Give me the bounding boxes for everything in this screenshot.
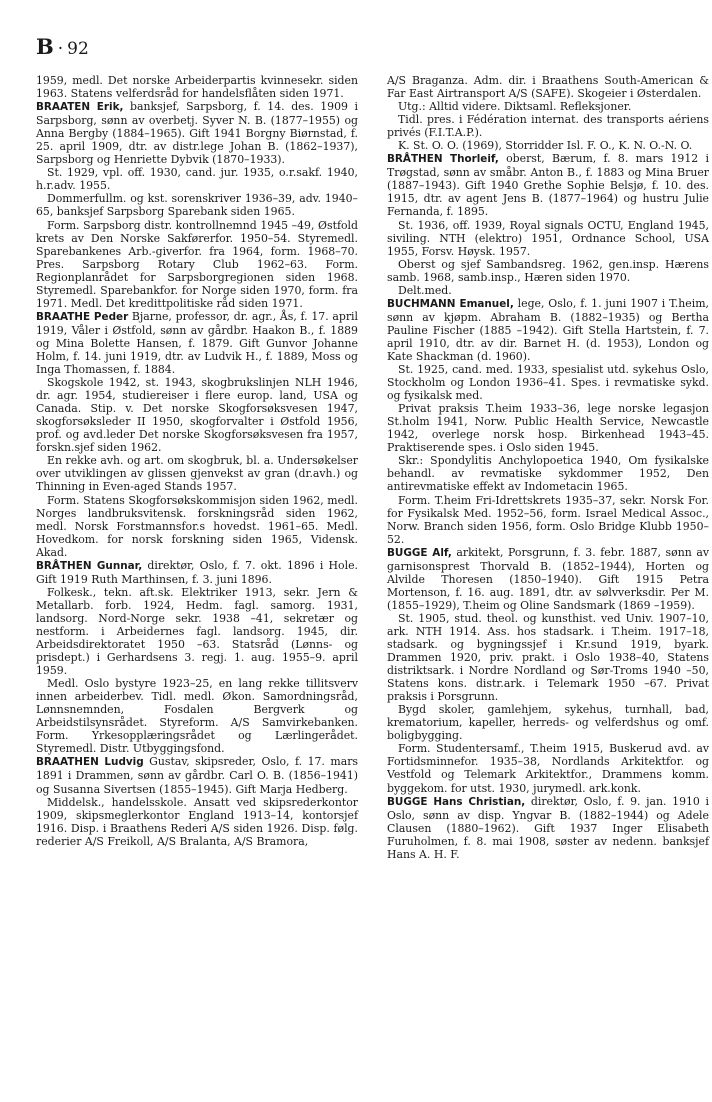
- entry-text: Bjarne, professor, dr. agr., Ås, f. 17. april 1919, Våler i Østfold, sønn av gårdbr. Haakon B., f. 1889 og Mina Bolette Hansen, f. 1879. Gift Gunvor Johanne Holm, f. 14. juni 1919, dtr. av Ludvik H., f. 1889, Moss og Inga Thomassen, f. 1884.: [36, 309, 358, 377]
- entry-text: lege, Oslo, f. 1. juni 1907 i T.heim, sønn av kjøpm. Abraham B. (1882–1935) og Bertha Pauline Fischer (1885 –1942). Gift Stella Hartstein, f. 7. april 1910, dtr. av dir. Barnet H. (d. 1953), London og Kate Shackman (d. 1960).: [387, 296, 709, 363]
- paragraph: Tidl. pres. i Fédération internat. des transports aériens privés (F.I.T.A.P.).: [387, 113, 709, 140]
- entry-text: direktør, Oslo, f. 9. jan. 1910 i Oslo, sønn av disp. Yngvar B. (1882–1944) og Adele Clausen (1880–1962). Gift 1937 Inger Elisabeth Furuholmen, f. 8. mai 1908, søster av nedenn. banksjef Hans A. H. F.: [387, 794, 709, 861]
- paragraph: Utg.: Alltid videre. Diktsaml. Refleksjoner.: [398, 100, 632, 114]
- entry-name: BRÅTHEN Gunnar,: [36, 559, 143, 572]
- paragraph: Medl. Oslo bystyre 1923–25, en lang rekke tillitsverv innen arbeiderbev. Tidl. medl. Økon. Samordningsråd, Lønnsnemnden, Fosdalen Bergverk og Arbeidstilsynsrådet. Styreform. A/S Samvirkebanken. Form. Yrkesopplæringsrådet og Lærlingerådet. Styremedl. Distr. Utbyggingsfond.: [36, 677, 358, 756]
- paragraph: Skr.: Spondylitis Anchylopoetica 1940, Om fysikalske behandl. av revmatiske sykdommer 1952, Den antirevmatiske effekt av Indometacin 1965.: [387, 454, 709, 494]
- paragraph: Form. Studentersamf., T.heim 1915, Buskerud avd. av Fortidsminnefor. 1935–38, Nordlands Arkitektfor. og Vestfold og Telemark Arkitektfor., Drammens komm. byggekom. for utst. 1930, jurymedl. ark.konk.: [387, 742, 709, 795]
- paragraph: Oberst og sjef Sambandsreg. 1962, gen.insp. Hærens samb. 1968, samb.insp., Hæren siden 1970.: [387, 257, 709, 284]
- entry-text: oberst, Bærum, f. 8. mars 1912 i Trøgstad, sønn av småbr. Anton B., f. 1883 og Mina Bruer (1887–1943). Gift 1940 Grethe Sophie Belsjø, f. 10. des. 1915, dtr. av agent Jens B. (1877–1964) og hustru Julie Fernanda, f. 1895.: [387, 152, 709, 219]
- paragraph: Middelsk., handelsskole. Ansatt ved skipsrederkontor 1909, skipsmeglerkontor England 1913–14, kontorsjef 1916. Disp. i Braathens Rederi A/S siden 1926. Disp. følg. rederier A/S Freikoll, A/S Bralanta, A/S Bramora,: [36, 795, 358, 848]
- paragraph: K. St. O. O. (1969), Storridder Isl. F. O., K. N. O.-N. O.: [398, 139, 693, 153]
- entry-name: BUCHMANN Emanuel,: [387, 297, 514, 310]
- paragraph: En rekke avh. og art. om skogbruk, bl. a. Undersøkelser over utviklingen av glissen gjenvekst av gran (dr.avh.) og Thinning in Even-aged Stands 1957.: [36, 454, 358, 494]
- entry-name: BRAATHE Peder: [36, 310, 129, 323]
- entry-text: Gustav, skipsreder, Oslo, f. 17. mars 1891 i Drammen, sønn av gårdbr. Carl O. B. (1856–1941) og Susanna Sivertsen (1855–1945). Gift Marja Hedberg.: [36, 755, 359, 796]
- header-separator: ·: [57, 39, 64, 59]
- entry-name: BRAATEN Erik,: [36, 101, 124, 114]
- left-column: [36, 74, 358, 848]
- page-number: 92: [67, 39, 89, 59]
- entry-bugge-alf: [387, 546, 709, 612]
- entry-text: banksjef, Sarpsborg, f. 14. des. 1909 i Sarpsborg, sønn av overbetj. Syver N. B. (1877–1955) og Anna Bergby (1884–1965). Gift 1941 Borgny Biørnstad, f. 25. april 1909, dtr. av distr.lege Johan B. (1862–1937), Sarpsborg og Henriette Dybvik (1870–1933).: [36, 100, 358, 167]
- entry-bugge-hans: [387, 795, 709, 861]
- right-column: [387, 74, 709, 861]
- entry-braathe-peder: [36, 310, 358, 376]
- paragraph: A/S Braganza. Adm. dir. i Braathens South-American & Far East Airtransport A/S (SAFE). Skogeier i Østerdalen.: [387, 74, 709, 101]
- entry-name: BUGGE Hans Christian,: [387, 795, 526, 808]
- entry-name: BRÅTHEN Thorleif,: [387, 153, 499, 166]
- paragraph: St. 1905, stud. theol. og kunsthist. ved Univ. 1907–10, ark. NTH 1914. Ass. hos stadsark. i T.heim. 1917–18, stadsark. og bygningssjef i Kr.sund 1919, byark. Drammen 1920, priv. prakt. i Oslo 1938–40, Statens distriktsark. i Nordre Nordland og Sør-Troms 1940 –50, Statens kons. distr.ark. i Telemark 1950 –67. Privat praksis i Porsgrunn.: [387, 611, 709, 704]
- entry-brathen-gunnar: [36, 559, 358, 586]
- paragraph: Bygd skoler, gamlehjem, sykehus, turnhall, bad, krematorium, kapeller, herreds- og velferdshus og omf. boligbygging.: [387, 703, 709, 743]
- entry-text: direktør, Oslo, f. 7. okt. 1896 i Hole. Gift 1919 Ruth Marthinsen, f. 3. juni 1896.: [36, 558, 358, 586]
- entry-buchmann-emanuel: [387, 297, 709, 363]
- paragraph: Form. Sarpsborg distr. kontrollnemnd 1945 –49, Østfold krets av Den Norske Sakførerfor. 1950–54. Styremedl. Sparebankenes Arb.-giverfor. fra 1964, form. 1968–70. Pres. Sarpsborg Rotary Club 1962–63. Form. Regionplanrådet for Sarpsborgregionen siden 1968. Styremedl. Sparebankfor. for Norge siden 1970, form. fra 1971. Medl. Det kredittpolitiske råd siden 1971.: [36, 218, 358, 310]
- paragraph: Folkesk., tekn. aft.sk. Elektriker 1913, sekr. Jern & Metallarb. forb. 1924, Hedm. fagl. samorg. 1931, landsorg. Nord-Norge sekr. 1938 –41, sekretær og nestform. i Arbeidernes fagl. landsorg. 1945, dir. Arbeidsdirektoratet 1950 –63. Statsråd (Lønns- og prisdept.) i Gerhardsens 3. regj. 1. aug. 1955–9. april 1959.: [36, 585, 358, 678]
- paragraph: Form. T.heim Fri-Idrettskrets 1935–37, sekr. Norsk For. for Fysikalsk Med. 1952–56, form. Israel Medical Assoc., Norw. Branch siden 1956, form. Oslo Bridge Klubb 1950–52.: [387, 493, 709, 546]
- entry-name: BRAATHEN Ludvig: [36, 756, 144, 769]
- entry-text: arkitekt, Porsgrunn, f. 3. febr. 1887, sønn av garnisonsprest Thorvald B. (1852–1944), Horten og Alvilde Thoresen (1850–1940). Gift 1915 Petra Mortenson, f. 16. aug. 1891, dtr. av sølvverksdir. Per M. (1855–1929), T.heim og Oline Sandsmark (1869 –1959).: [387, 545, 709, 612]
- entry-name: BUGGE Alf,: [387, 546, 452, 559]
- paragraph: St. 1936, off. 1939, Royal signals OCTU, England 1945, siviling. NTH (elektro) 1951, Ordnance School, USA 1955, Forsv. Høysk. 1957.: [387, 218, 709, 258]
- entry-braathen-ludvig: [36, 755, 358, 795]
- paragraph: Dommerfullm. og kst. sorenskriver 1936–39, adv. 1940–65, banksjef Sarpsborg Sparebank siden 1965.: [36, 192, 358, 219]
- paragraph: 1959, medl. Det norske Arbeiderpartis kvinnesekr. siden 1963. Statens velferdsråd for handelsflåten siden 1971.: [36, 74, 358, 101]
- paragraph: Privat praksis T.heim 1933–36, lege norske legasjon St.holm 1941, Norw. Public Health Service, Newcastle 1942, overlege norsk hosp. Birkenhead 1943–45. Praktiserende spes. i Oslo siden 1945.: [387, 402, 709, 455]
- paragraph: St. 1929, vpl. off. 1930, cand. jur. 1935, o.r.sakf. 1940, h.r.adv. 1955.: [36, 166, 358, 193]
- entry-brathen-thorleif: [387, 152, 709, 218]
- section-letter: B: [36, 34, 54, 59]
- paragraph: Skogskole 1942, st. 1943, skogbrukslinjen NLH 1946, dr. agr. 1954, studiereiser i flere europ. land, USA og Canada. Stip. v. Det norske Skogforsøksvesen 1947, skogforsøksleder II 1950, skogforvalter i Østfold 1956, prof. og avd.leder Det norske Skogforsøksvesen fra 1957, forskn.sjef siden 1962.: [36, 376, 358, 455]
- paragraph: St. 1925, cand. med. 1933, spesialist utd. sykehus Oslo, Stockholm og London 1936–41. Spes. i revmatiske sykd. og fysikalsk med.: [387, 363, 709, 403]
- paragraph: Form. Statens Skogforsøkskommisjon siden 1962, medl. Norges landbruksvitensk. forskningsråd siden 1962, medl. Norsk Forstmannsfor.s hovedst. 1961–65. Medl. Hovedkom. for norsk forskning siden 1965, Vidensk. Akad.: [36, 493, 358, 559]
- entry-braaten-erik: [36, 100, 358, 166]
- page-header: [36, 34, 89, 59]
- paragraph: Delt.med.: [398, 283, 452, 297]
